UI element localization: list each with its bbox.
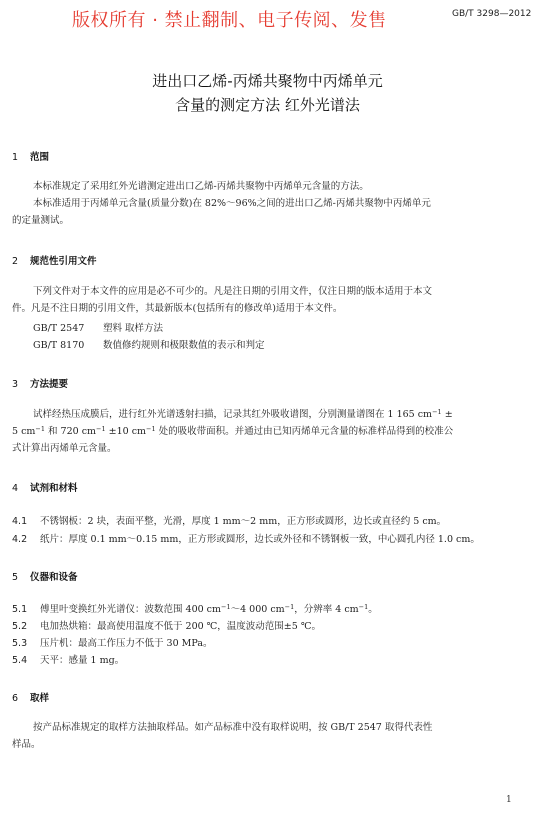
document-title-line-2: 含量的测定方法 红外光谱法 [175, 96, 360, 114]
text-run: 和 720 cm [45, 426, 97, 437]
superscript: −1 [96, 425, 106, 433]
item-number: 5.2 [12, 621, 28, 632]
section-title: 取样 [30, 693, 50, 704]
superscript: −1 [432, 408, 442, 416]
paragraph [33, 406, 453, 423]
section-number: 1 [12, 152, 19, 163]
superscript: −1 [358, 603, 369, 611]
section-heading-reagents-materials [12, 480, 78, 494]
list-item [12, 635, 213, 649]
item-text: 不锈钢板：2 块，表面平整，光滑，厚度 1 mm～2 mm，正方形或圆形，边长或直径约 5 cm。 [40, 516, 447, 527]
item-number: 5.4 [12, 655, 28, 666]
copyright-watermark: 版权所有 · 禁止翻制、电子传阅、发售 [72, 10, 387, 31]
reference-item [33, 337, 265, 351]
section-title: 范围 [30, 152, 50, 163]
superscript: −1 [221, 603, 231, 611]
list-item [12, 652, 124, 666]
text-run: 5 cm [12, 426, 36, 437]
paragraph-continuation: 的定量测试。 [12, 215, 70, 226]
paragraph-continuation: 式计算出丙烯单元含量。 [12, 443, 117, 454]
reference-code: GB/T 2547 [33, 323, 85, 334]
section-number: 4 [12, 483, 19, 494]
reference-title: 塑料 取样方法 [103, 323, 164, 334]
paragraph: 按产品标准规定的取样方法抽取样品。如产品标准中没有取样说明，按 GB/T 2547 取得代表性 [33, 722, 433, 733]
reference-code: GB/T 8170 [33, 340, 85, 351]
text-run: ，分辨率 4 cm [294, 604, 359, 615]
text-run: ～4 000 cm [230, 604, 285, 615]
paragraph-continuation [12, 423, 453, 440]
section-title: 仪器和设备 [30, 572, 78, 583]
list-item [12, 531, 480, 545]
list-item [12, 601, 378, 615]
item-number: 4.1 [12, 516, 28, 527]
item-number: 4.2 [12, 534, 28, 545]
page-number: 1 [506, 795, 512, 805]
section-number: 5 [12, 572, 19, 583]
section-heading-normative-references [12, 253, 97, 267]
section-title: 规范性引用文件 [30, 256, 97, 267]
section-title: 试剂和材料 [30, 483, 78, 494]
item-number: 5.3 [12, 638, 28, 649]
section-heading-apparatus [12, 569, 78, 583]
reference-title: 数值修约规则和极限数值的表示和判定 [103, 340, 265, 351]
text-run: ±10 cm [105, 426, 147, 437]
paragraph-continuation: 样品。 [12, 739, 41, 750]
section-title: 方法提要 [30, 379, 69, 390]
section-number: 3 [12, 379, 19, 390]
text-run: 。 [368, 604, 378, 615]
list-item [12, 513, 446, 527]
section-number: 6 [12, 693, 19, 704]
paragraph: 本标准规定了采用红外光谱测定进出口乙烯-丙烯共聚物中丙烯单元含量的方法。 [33, 181, 369, 192]
superscript: −1 [146, 425, 156, 433]
list-item [12, 618, 321, 632]
text-run: 处的吸收带面积。并通过由已知丙烯单元含量的标准样品得到的校准公 [155, 426, 454, 437]
section-heading-scope [12, 149, 49, 163]
document-title-line-1: 进出口乙烯-丙烯共聚物中丙烯单元 [152, 72, 383, 90]
paragraph: 本标准适用于丙烯单元含量(质量分数)在 82%～96%之间的进出口乙烯-丙烯共聚物中丙烯单元 [33, 198, 431, 209]
paragraph: 下列文件对于本文件的应用是必不可少的。凡是注日期的引用文件，仅注日期的版本适用于本文 [33, 286, 433, 297]
section-heading-sampling [12, 690, 49, 704]
section-heading-method-summary [12, 376, 68, 390]
item-text: 纸片：厚度 0.1 mm～0.15 mm，正方形或圆形，边长或外径和不锈钢板一致，中心圆孔内径 1.0 cm。 [40, 534, 480, 545]
text-run: 傅里叶变换红外光谱仪：波数范围 400 cm [40, 604, 222, 615]
section-number: 2 [12, 256, 19, 267]
item-text: 电加热烘箱：最高使用温度不低于 200 ℃，温度波动范围±5 ℃。 [40, 621, 321, 632]
superscript: −1 [284, 603, 295, 611]
paragraph-continuation: 件。凡是不注日期的引用文件，其最新版本(包括所有的修改单)适用于本文件。 [12, 303, 343, 314]
item-text: 天平：感量 1 mg。 [40, 655, 125, 666]
item-text: 压片机：最高工作压力不低于 30 MPa。 [40, 638, 213, 649]
text-run: 试样经热压成膜后，进行红外光谱透射扫描，记录其红外吸收谱图，分别测量谱图在 1 165 cm [33, 409, 433, 420]
superscript: −1 [35, 425, 45, 433]
item-number: 5.1 [12, 604, 28, 615]
reference-item [33, 320, 163, 334]
standard-code: GB/T 3298—2012 [452, 9, 532, 19]
text-run: ± [441, 409, 453, 420]
